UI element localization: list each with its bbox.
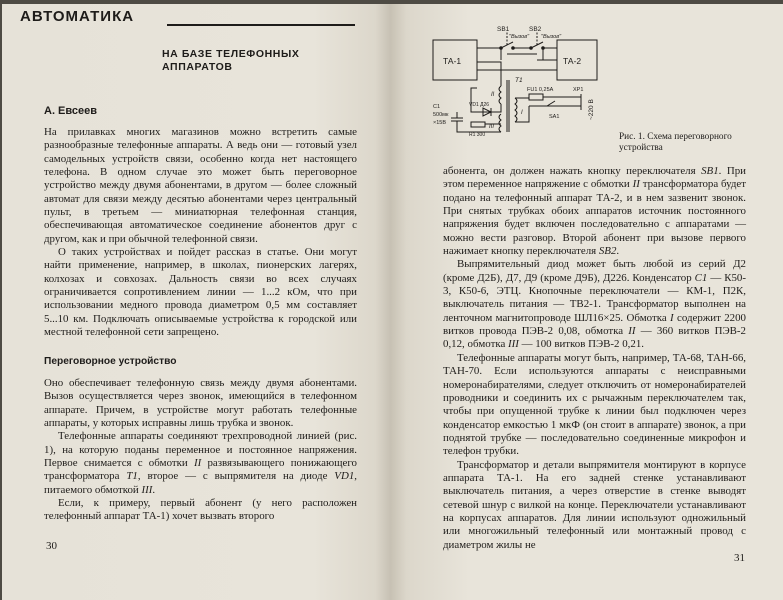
c1-name-label: C1 (433, 104, 441, 110)
vd1-label: VD1 Д26 (469, 102, 490, 108)
sa1-label: SA1 (549, 114, 560, 120)
article-title (162, 48, 299, 74)
right-page (391, 4, 783, 600)
winding-3-label: III (489, 124, 495, 130)
c1-voltage-label: ×15В (433, 120, 446, 126)
transformer-winding-2 (499, 86, 501, 104)
header-rule (167, 24, 355, 26)
sb1-caption: "Вызов" (509, 34, 530, 40)
section-header: АВТОМАТИКА (20, 8, 135, 25)
page-number-right: 31 (734, 552, 745, 564)
article-title-line2: АППАРАТОВ (162, 61, 233, 73)
winding-2-label: II (491, 92, 495, 98)
author-name: А. Евсеев (44, 105, 97, 117)
right-paragraph-1: абонента, он должен нажать кнопку переключателя SB1. При этом переменное напряжение с обмотки II трансформатора будет подано на телефонный аппарат ТА-2, и в нем зазвенит звонок. При снятых трубках обоих аппаратов источник постоянного напряжения будет включен последовательно с аппаратами — можно вести разговор. Второй абонент при вызове первого нажимает кнопку переключателя SB2. (443, 165, 747, 258)
xp1-label: XP1 (573, 87, 584, 93)
figure-caption: Рис. 1. Схема переговорного устройства (619, 132, 732, 153)
article-title-line1: НА БАЗЕ ТЕЛЕФОННЫХ (162, 48, 300, 60)
sb2-label: SB2 (529, 26, 542, 33)
resistor-r1 (471, 122, 485, 127)
right-paragraph-3: Телефонные аппараты могут быть, например, ТА-68, ТАН-66, ТАН-70. Если используются аппараты с неисправными номеронабирателями, следует отключить от номеронабирателей проводники и соединить их с рычажным переключателем так, чтобы при опущенной трубке к линии был подключен через конденсатор емкостью 1 мкФ (он стоит в аппарате) звонок, а при поднятой трубке — последовательно соединенные микрофон и телефон трубки. (443, 351, 746, 458)
t1-label: T1 (515, 77, 523, 84)
sa1-switch (547, 101, 555, 106)
subheading: Переговорное устройство (44, 356, 177, 367)
sb2-caption: "Вызов" (541, 34, 562, 40)
left-page (2, 4, 391, 600)
fuse-fu1 (529, 94, 543, 100)
intro-paragraph-2: О таких устройствах и пойдет рассказ в статье. Они могут найти применение, например, в школах, пионерских лагерях, колхозах и совхозах. Дальность связи во всех случаях ограничивается сопротивлением линии — 1...2 кОм, что при использовании медного провода диаметром 0,5 мм составляет 5...10 км. Подключать описываемые устройства к городской или местной телефонной сети запрещено. (44, 246, 357, 339)
circuit-diagram (431, 24, 621, 142)
transformer-winding-1 (515, 98, 517, 122)
intro-text (44, 126, 357, 340)
transformer-winding-3 (499, 114, 501, 132)
body-text (44, 377, 357, 524)
r1-label: R1 300 (469, 132, 486, 138)
page-number-left: 30 (46, 540, 57, 552)
intro-paragraph-1: На прилавках многих магазинов можно встретить самые разнообразные телефонные аппараты. А ведь они — готовый узел самодельных устройств связи, особенно когда нет настоящего телефона. В одном случае это может быть переговорное устройство между двумя абонентами, в другом — более сложный автомат для связи между десятью абонентами через центральный пульт, в третьем — миниатюрная телефонная станция, обеспечивающая автоматическое соединение абонентов друг с другом, как и при обычной телефонной связи. (44, 126, 357, 245)
body-paragraph-3: Если, к примеру, первый абонент (у него расположен телефонный аппарат ТА-1) хочет вызвать второго (44, 497, 357, 523)
right-paragraph-2: Выпрямительный диод может быть любой из серий Д2 (кроме Д2Б), Д7, Д9 (кроме Д9Б), Д226. Конденсатор C1 — К50-3, К50-6, ЭТЦ. Кнопочные переключатели — КМ-1, П2К, выключатель питания — ТВ2-1. Трансформатор выполнен на ленточном магнитопроводе ШЛ16×25. Обмотка I содержит 2200 витков провода ПЭВ-2 0,08, обмотка II — 360 витков ПЭВ-2 0,12, обмотка III — 100 витков ПЭВ-2 0,21. (443, 258, 747, 351)
body-paragraph-1: Оно обеспечивает телефонную связь между двумя абонентами. Вызов осуществляется через звонок, имеющийся в телефонном аппарате. Причем, в устройстве могут работать телефонные аппараты, у которых исправны лишь трубка и звонок. (44, 377, 357, 430)
fu1-label: FU1 0,25А (527, 87, 554, 93)
winding-1-label: I (521, 110, 523, 116)
right-body-text (443, 165, 746, 552)
ta1-label: ТА-1 (443, 56, 462, 66)
body-paragraph-2: Телефонные аппараты соединяют трехпроводной линией (рис. 1), на которую поданы переменное и постоянное напряжения. Первое снимается с обмотки II развязывающего понижающего трансформатора T1, второе — с выпрямителя на диоде VD1, питаемого обмоткой III. (44, 430, 357, 496)
right-paragraph-4: Трансформатор и детали выпрямителя монтируют в корпусе аппарата ТА-1. На его задней стенке устанавливают выключатель питания, а через отверстие в стенке выводят сетевой шнур с вилкой на конце. Переключатели устанавливают на корпусах аппаратов. Для линии используют одножильный или многожильный телефонный или монтажный провод с диаметром жилы не (443, 458, 746, 551)
voltage-label: ~220 В (588, 99, 595, 120)
ta2-label: ТА-2 (563, 56, 582, 66)
c1-value-label: 500мк (433, 112, 449, 118)
sb1-label: SB1 (497, 26, 510, 33)
